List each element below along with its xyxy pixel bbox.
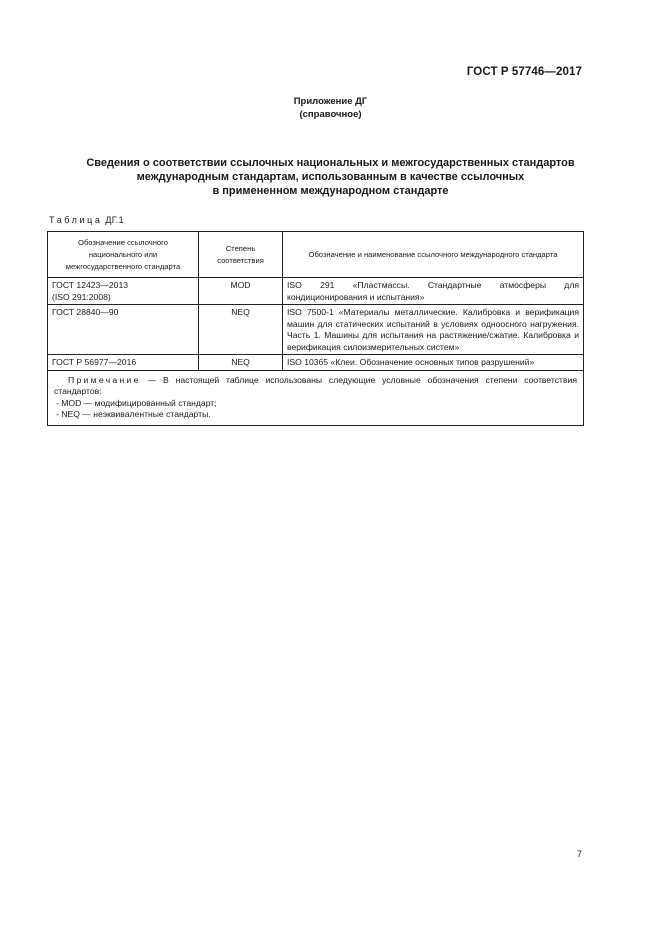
table-row	[48, 278, 584, 305]
section-heading	[50, 156, 611, 198]
correspondence-table	[47, 231, 584, 426]
note-text: — В настоящей таблице использованы следующие условные обозначения степени соответствия стандартов:	[54, 374, 577, 396]
standard-cell: ГОСТ 28840—90	[48, 305, 199, 355]
appendix-block	[0, 95, 661, 121]
standard-cell: ГОСТ Р 56977—2016	[48, 355, 199, 371]
column-header-international: Обозначение и наименование ссылочного международного стандарта	[283, 232, 584, 278]
international-cell: ISO 7500-1 «Материалы металлические. Калибровка и верификация машин для статических испытаний в условиях одноосного нагружения. Часть 1. Машины для испытания на растяжение/сжатие. Калибровка и верификация силоизмерительных систем»	[283, 305, 584, 355]
standard-extra: (ISO 291:2008)	[52, 291, 111, 302]
note-item: - NEQ — неэквивалентные стандарты.	[56, 409, 211, 419]
note-label: Примечание	[68, 374, 141, 385]
appendix-subtitle: (справочное)	[299, 109, 362, 120]
heading-line: в примененном международном стандарте	[212, 185, 449, 197]
table-note	[48, 370, 584, 425]
note-item: - MOD — модифицированный стандарт;	[56, 397, 217, 408]
table-note-row	[48, 370, 584, 425]
degree-cell: MOD	[199, 278, 283, 305]
standard-cell	[48, 278, 199, 305]
table-caption-number: ДГ.1	[105, 215, 124, 225]
table-caption	[49, 215, 124, 225]
note-paragraph	[54, 375, 577, 398]
table-caption-word: Таблица	[49, 215, 103, 225]
column-header-degree: Степень соответствия	[199, 232, 283, 278]
international-cell: ISO 291 «Пластмассы. Стандартные атмосферы для кондиционирования и испытания»	[283, 278, 584, 305]
degree-cell: NEQ	[199, 305, 283, 355]
table-row	[48, 355, 584, 371]
table-header-row	[48, 232, 584, 278]
standard-designation: ГОСТ 12423—2013	[52, 280, 129, 290]
heading-line: международным стандартам, использованным в качестве ссылочных	[136, 171, 525, 183]
degree-cell: NEQ	[199, 355, 283, 371]
table-row	[48, 305, 584, 355]
heading-line: Сведения о соответствии ссылочных национальных и межгосударственных стандартов	[86, 157, 575, 169]
column-header-standard: Обозначение ссылочного национального или межгосударственного стандарта	[48, 232, 199, 278]
appendix-title: Приложение ДГ	[293, 96, 368, 107]
international-cell: ISO 10365 «Клеи. Обозначение основных типов разрушений»	[283, 355, 584, 371]
document-code: ГОСТ Р 57746—2017	[466, 66, 582, 78]
page-number: 7	[576, 849, 582, 860]
